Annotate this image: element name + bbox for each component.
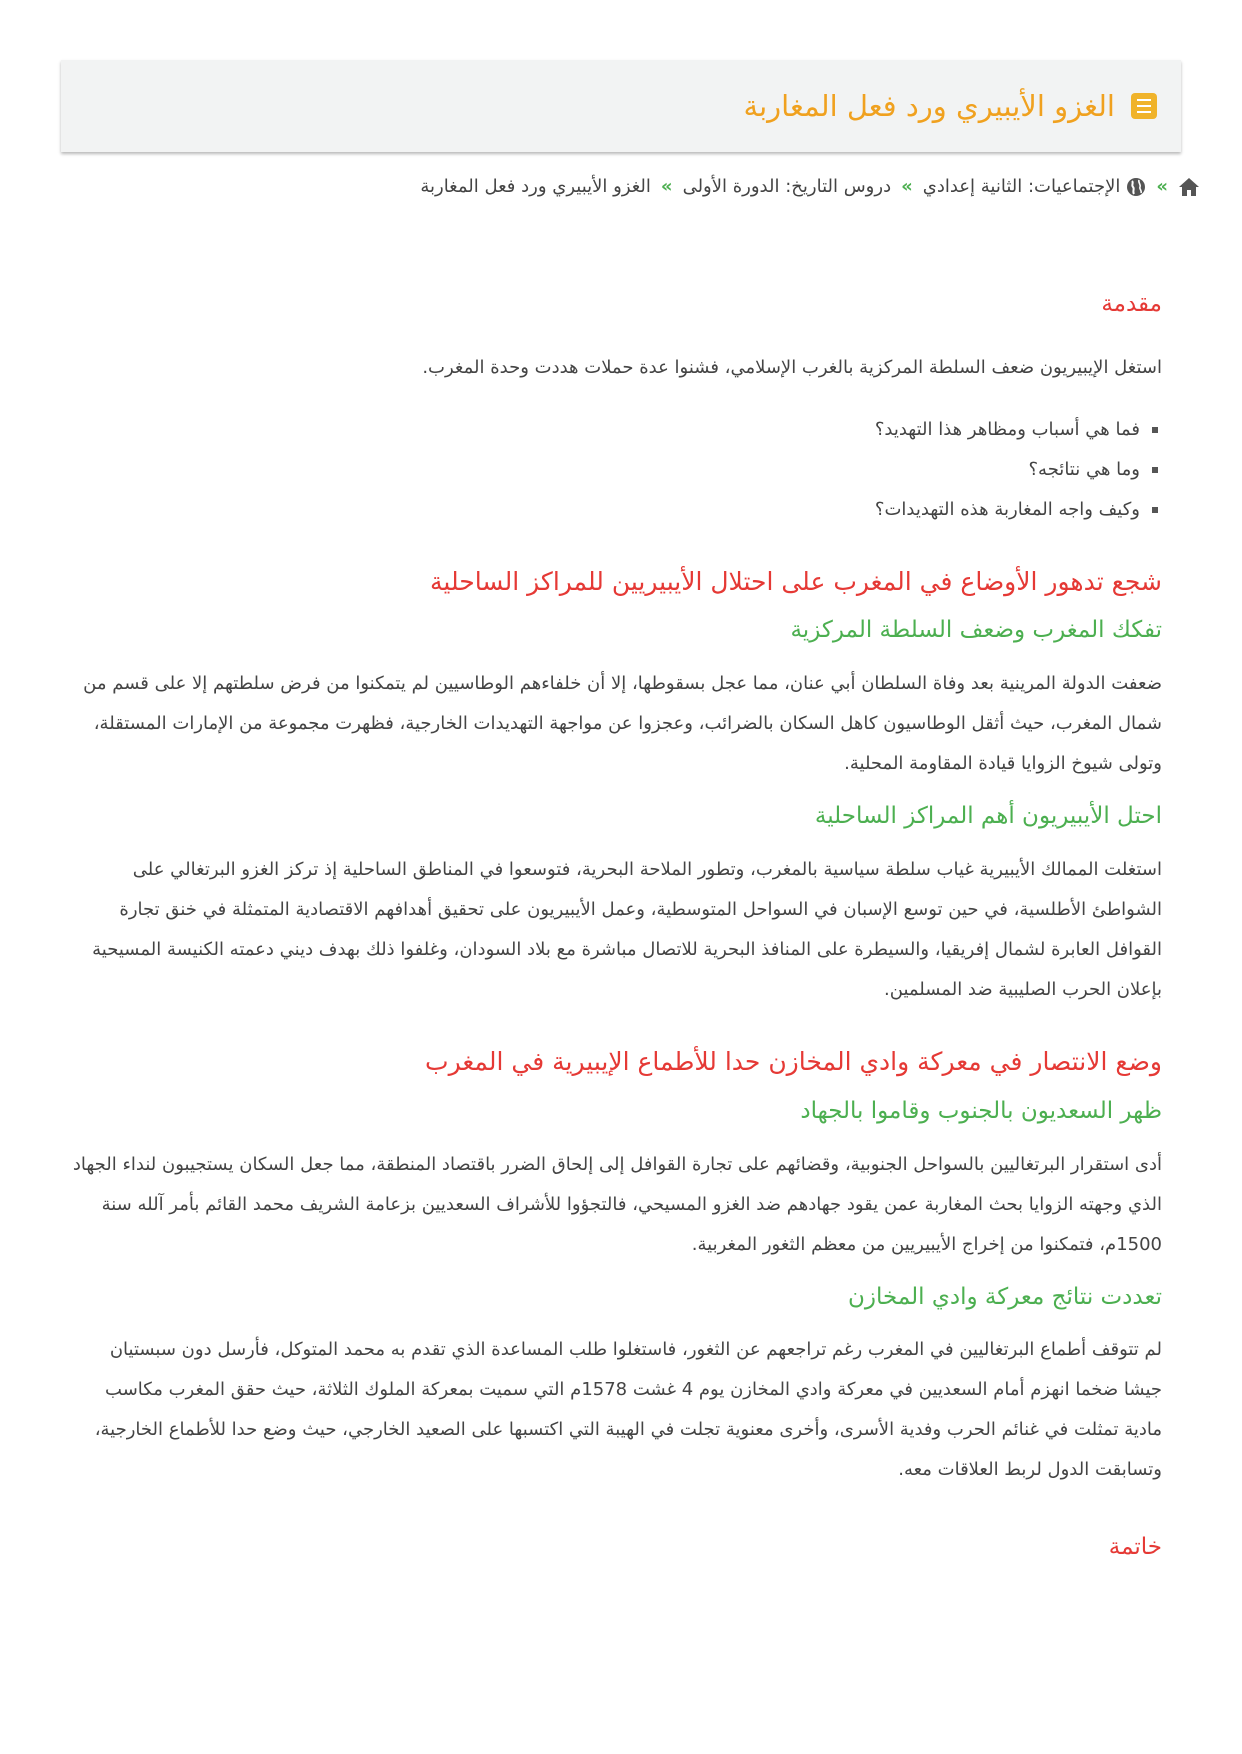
section1-heading: شجع تدهور الأوضاع في المغرب على احتلال الأيبيريين للمراكز الساحلية [430,566,1162,596]
list-item: وكيف واجه المغاربة هذه التهديدات؟ [72,490,1162,530]
intro-heading: مقدمة [1101,291,1162,317]
breadcrumb-separator: » [660,176,673,197]
section2-sub2-heading: تعددت نتائج معركة وادي المخازن [848,1283,1162,1310]
breadcrumb-item-current: الغزو الأيبيري ورد فعل المغاربة [420,176,651,197]
section2-sub1-paragraph: أدى استقرار البرتغاليين بالسواحل الجنوبية، وقضائهم على تجارة القوافل إلى إلحاق الضرر باقتصاد المنطقة، مما جعل السكان يستجيبون لنداء الجهاد الذي وجهته الزوايا بحث المغاربة عمن يقود جهادهم ضد الغزو المسيحي، فالتجؤوا للأشراف السعديين بزعامة الشريف محمد القائم بأمر آلله سنة 1500م، فتمكنوا من إخراج الأيبيريين من معظم الثغور المغربية. [72,1153,1162,1255]
bullet-icon [1152,427,1158,433]
section2-heading: وضع الانتصار في معركة وادي المخازن حدا للأطماع الإيبيرية في المغرب [425,1047,1162,1077]
document-icon [1131,93,1157,119]
home-icon[interactable] [1178,177,1200,197]
section1-sub1-paragraph: ضعفت الدولة المرينية بعد وفاة السلطان أبي عنان، مما عجل بسقوطها، إلا أن خلفاءهم الوطاسيين لم يتمكنوا من فرض سلطتهم إلا على قسم من شمال المغرب، حيث أثقل الوطاسيون كاهل السكان بالضرائب، وعجزوا عن مواجهة التهديدات الخارجية، فظهرت مجموعة من الإمارات المستقلة، وتولى شيوخ الزوايا قيادة المقاومة المحلية. [83,673,1162,775]
page-title: الغزو الأيبيري ورد فعل المغاربة [743,89,1115,123]
globe-icon [1126,177,1146,197]
breadcrumb-item-subject[interactable]: الإجتماعيات: الثانية إعدادي [922,176,1121,197]
section1-sub1-heading: تفكك المغرب وضعف السلطة المركزية [790,617,1162,644]
article-content [72,290,1162,1560]
intro-paragraph: استغل الإيبيريون ضعف السلطة المركزية بالغرب الإسلامي، فشنوا عدة حملات هددت وحدة المغرب. [422,356,1162,378]
bullet-icon [1152,507,1158,513]
section1-sub2-paragraph: استغلت الممالك الأيبيرية غياب سلطة سياسية بالمغرب، وتطور الملاحة البحرية، فتوسعوا في المناطق الساحلية إذ تركز الغزو البرتغالي على الشواطئ الأطلسية، في حين توسع الإسبان في السواحل المتوسطية، وعمل الأيبيريون على تحقيق أهدافهم الاقتصادية المتمثلة في خنق تجارة القوافل العابرة لشمال إفريقيا، والسيطرة على المنافذ البحرية للاتصال مباشرة مع بلاد السودان، وغلفوا ذلك بهدف ديني دعمته الكنيسة المسيحية بإعلان الحرب الصليبية ضد المسلمين. [92,859,1162,1001]
title-bar [61,60,1181,152]
list-item: وما هي نتائجه؟ [72,450,1162,490]
breadcrumb-separator: » [901,176,913,197]
breadcrumb-item-lessons[interactable]: دروس التاريخ: الدورة الأولى [682,176,892,197]
bullet-icon [1152,467,1158,473]
breadcrumb [100,176,1200,197]
section1-sub2-heading: احتل الأيبيريون أهم المراكز الساحلية [814,803,1162,830]
section2-sub2-paragraph: لم تتوقف أطماع البرتغاليين في المغرب رغم تراجعهم عن الثغور، فاستغلوا طلب المساعدة الذي تقدم به محمد المتوكل، فأرسل دون سبستيان جيشا ضخما انهزم أمام السعديين في معركة وادي المخازن يوم 4 غشت 1578م التي سميت بمعركة الملوك الثلاثة، حيث حقق المغرب مكاسب مادية تمثلت في غنائم الحرب وفدية الأسرى، وأخرى معنوية تجلت في الهيبة التي اكتسبها على الصعيد الخارجي، حيث وضع حدا للأطماع الخارجية، وتسابقت الدول لربط العلاقات معه. [94,1339,1162,1481]
breadcrumb-separator: » [1156,176,1168,197]
list-item: فما هي أسباب ومظاهر هذا التهديد؟ [72,410,1162,450]
section2-sub1-heading: ظهر السعديون بالجنوب وقاموا بالجهاد [800,1097,1162,1124]
conclusion-heading: خاتمة [1108,1534,1162,1561]
intro-questions [72,410,1162,530]
